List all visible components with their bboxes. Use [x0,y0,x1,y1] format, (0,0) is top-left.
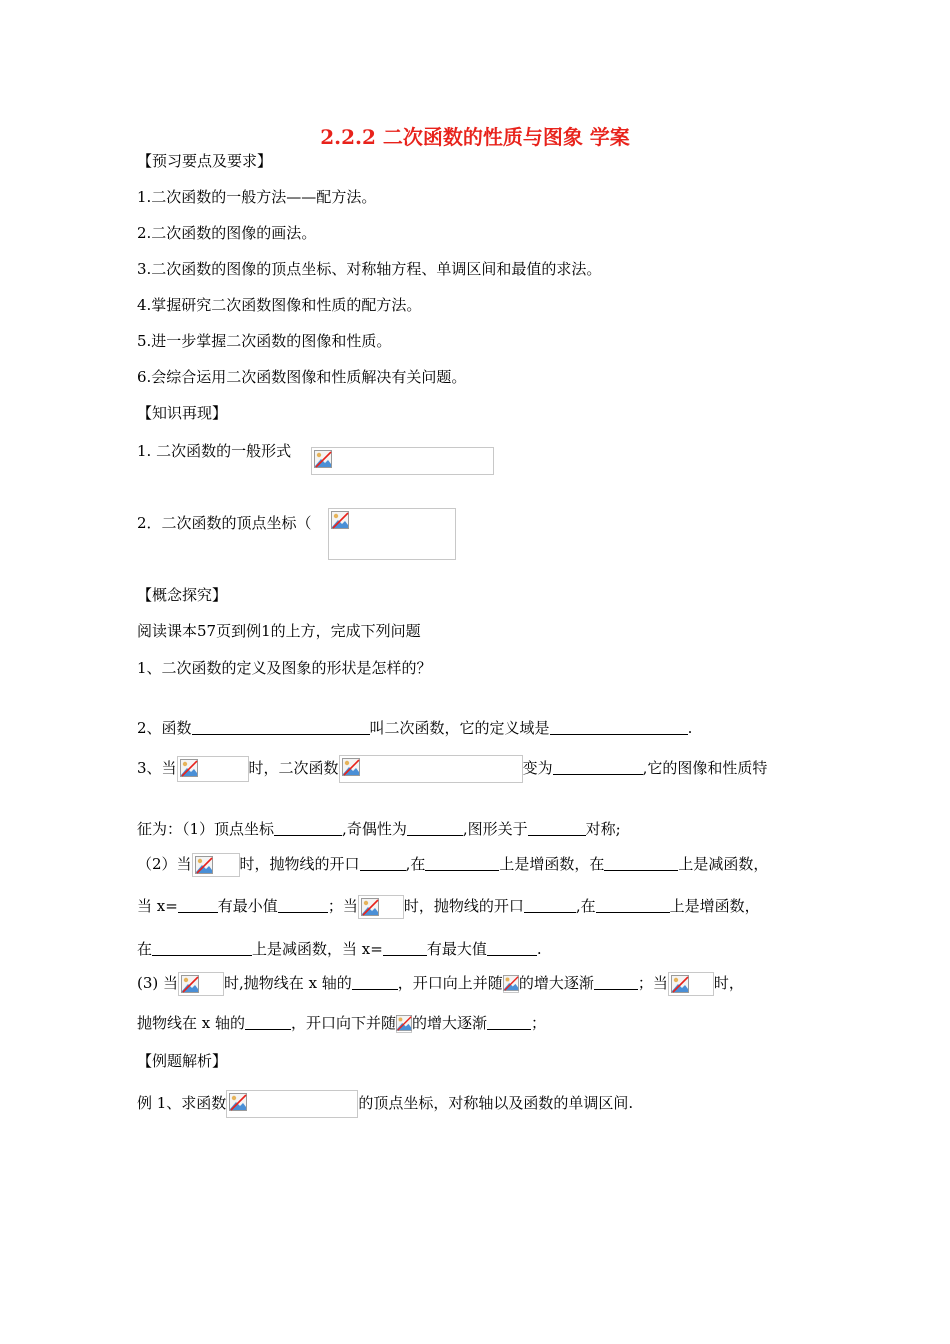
example-1: 例 1、求函数 的顶点坐标，对称轴以及函数的单调区间. [137,1090,633,1118]
concept-line-9: 抛物线在 x 轴的 ，开口向下并随 的增大逐渐 ； [137,1014,547,1032]
concept-question-1: 1、二次函数的定义及图象的形状是怎样的？ [137,659,432,677]
broken-image-icon [195,856,213,874]
section-example: 【例题解析】 [137,1052,228,1070]
section-concept: 【概念探究】 [137,586,228,604]
formula-image-x [503,975,519,993]
concept-question-2: 2、函数 叫二次函数，它的定义域是 . [137,719,693,737]
section-preview: 【预习要点及要求】 [137,152,273,170]
page-title: 2.2.2 二次函数的性质与图象 学案 [320,125,630,149]
formula-image-condition [177,756,249,782]
knowledge-item-2: 2．二次函数的顶点坐标（ [137,514,312,532]
formula-image-function [339,755,523,783]
preview-item-5: 5.进一步掌握二次函数的图像和性质。 [137,332,392,350]
concept-line-7: 在 上是减函数，当 x= 有最大值 . [137,940,542,958]
formula-image-a-negative-2 [668,972,714,996]
preview-item-2: 2.二次函数的图像的画法。 [137,224,317,242]
broken-image-icon [671,975,689,993]
broken-image-icon [180,759,198,777]
formula-image-a-positive-2 [178,972,224,996]
formula-image-a-negative [358,895,404,919]
formula-image-x-2 [396,1015,412,1033]
broken-image-icon [396,1015,412,1031]
formula-image-example-function [226,1090,358,1118]
broken-image-icon [314,450,332,468]
broken-image-icon [181,975,199,993]
concept-intro: 阅读课本57页到例1的上方，完成下列问题 [137,622,421,640]
knowledge-item-1: 1. 二次函数的一般形式 [137,442,292,460]
broken-image-icon [331,511,349,529]
preview-item-4: 4.掌握研究二次函数图像和性质的配方法。 [137,296,422,314]
preview-item-6: 6.会综合运用二次函数图像和性质解决有关问题。 [137,368,467,386]
broken-image-icon [229,1093,247,1111]
concept-line-8: (3) 当 时,抛物线在 x 轴的 ，开口向上并随 的增大逐渐 ；当 时， [137,972,744,996]
broken-image-icon [361,898,379,916]
broken-image-icon [342,758,360,776]
preview-item-1: 1.二次函数的一般方法——配方法。 [137,188,377,206]
concept-line-6: 当 x= 有最小值 ；当 时，抛物线的开口 ,在 上是增函数， [137,895,760,919]
concept-line-4: 征为：（1）顶点坐标 ,奇偶性为 ,图形关于 对称; [137,820,621,838]
concept-question-3: 3、当 时，二次函数 变为 ,它的图像和性质特 [137,755,767,783]
section-knowledge: 【知识再现】 [137,404,228,422]
broken-image-icon [503,975,519,991]
formula-image-general-form [311,447,494,475]
preview-item-3: 3.二次函数的图像的顶点坐标、对称轴方程、单调区间和最值的求法。 [137,260,602,278]
formula-image-vertex [328,508,456,560]
formula-image-a-positive [192,853,240,877]
concept-line-5: （2）当 时，抛物线的开口 ,在 上是增函数，在 上是减函数， [137,853,768,877]
